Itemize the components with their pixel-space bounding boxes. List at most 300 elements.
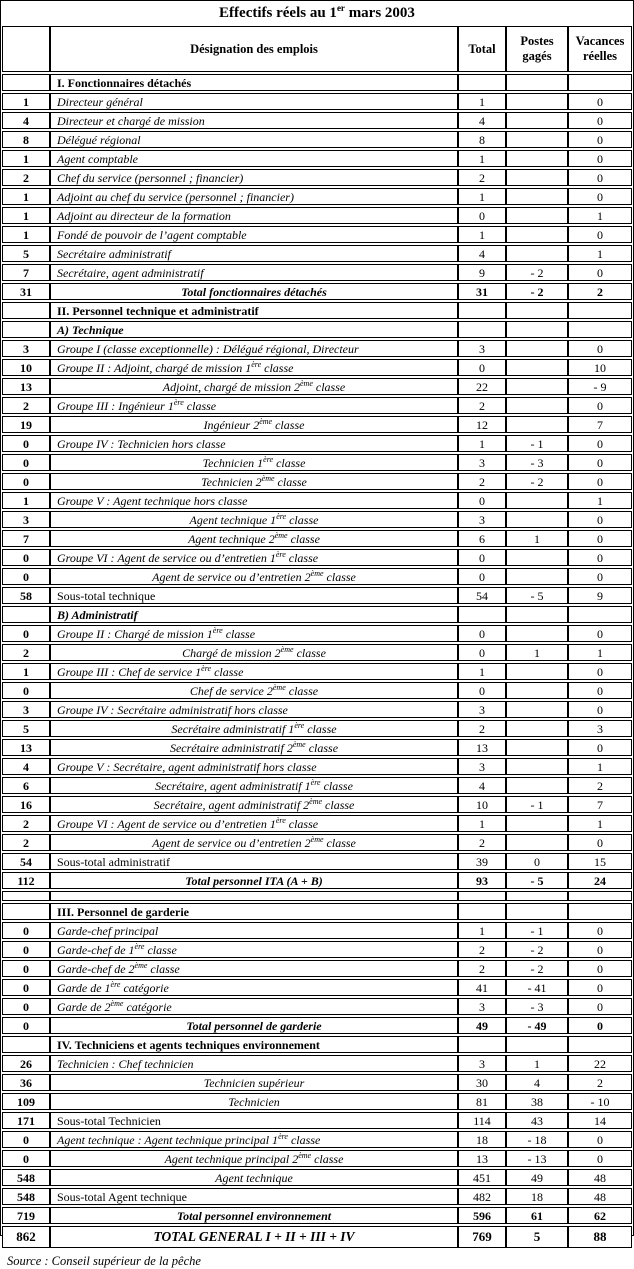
cell-designation: Groupe I (classe exceptionnelle) : Délégué régional, Directeur bbox=[50, 340, 458, 357]
cell-effectif: 0 bbox=[2, 941, 50, 958]
cell-effectif: 1 bbox=[2, 150, 50, 167]
cell-effectif: 36 bbox=[2, 1074, 50, 1091]
cell-effectif: 1 bbox=[2, 492, 50, 509]
cell-designation: Garde-chef principal bbox=[50, 922, 458, 939]
table-row bbox=[2, 454, 632, 471]
cell-designation: Directeur général bbox=[50, 93, 458, 110]
cell-vacances: 14 bbox=[568, 1112, 632, 1129]
cell-vacances: 0 bbox=[568, 663, 632, 680]
cell-vacances: 2 bbox=[568, 283, 632, 300]
cell-total: 0 bbox=[458, 682, 506, 699]
cell-vacances: 22 bbox=[568, 1055, 632, 1072]
table-row bbox=[2, 1074, 632, 1091]
cell-total bbox=[458, 903, 506, 920]
cell-effectif: 0 bbox=[2, 922, 50, 939]
table-row bbox=[2, 1112, 632, 1129]
cell-vacances: 9 bbox=[568, 587, 632, 604]
cell-total: 9 bbox=[458, 264, 506, 281]
cell-vacances bbox=[568, 606, 632, 623]
cell-postes-gages: - 2 bbox=[506, 473, 568, 490]
cell-effectif bbox=[2, 321, 50, 338]
cell-designation: Sous-total technique bbox=[50, 587, 458, 604]
cell-total: 0 bbox=[458, 568, 506, 585]
cell-total: 3 bbox=[458, 1055, 506, 1072]
cell-designation: Garde de 1ère catégorie bbox=[50, 979, 458, 996]
cell-vacances: 0 bbox=[568, 397, 632, 414]
cell-effectif: 0 bbox=[2, 960, 50, 977]
cell-vacances: 0 bbox=[568, 264, 632, 281]
cell-designation: B) Administratif bbox=[50, 606, 458, 623]
cell-postes-gages bbox=[506, 511, 568, 528]
cell-effectif: 0 bbox=[2, 568, 50, 585]
cell-postes-gages: - 1 bbox=[506, 922, 568, 939]
cell-designation: Total personnel de garderie bbox=[50, 1017, 458, 1034]
table-row bbox=[2, 416, 632, 433]
cell-designation: Agent technique : Agent technique principal 1ère classe bbox=[50, 1131, 458, 1148]
cell-effectif: 5 bbox=[2, 720, 50, 737]
cell-effectif: 31 bbox=[2, 283, 50, 300]
cell-effectif: 58 bbox=[2, 587, 50, 604]
table-row bbox=[2, 283, 632, 300]
cell-total: 93 bbox=[458, 872, 506, 889]
cell-postes-gages bbox=[506, 340, 568, 357]
cell-vacances: 7 bbox=[568, 416, 632, 433]
cell-designation: IV. Techniciens et agents techniques environnement bbox=[50, 1036, 458, 1053]
cell-vacances bbox=[568, 321, 632, 338]
cell-total: 1 bbox=[458, 435, 506, 452]
table-row bbox=[2, 511, 632, 528]
cell-effectif: 1 bbox=[2, 207, 50, 224]
cell-effectif: 7 bbox=[2, 264, 50, 281]
cell-effectif: 6 bbox=[2, 777, 50, 794]
table-row bbox=[2, 226, 632, 243]
cell-designation: Groupe II : Chargé de mission 1ère classe bbox=[50, 625, 458, 642]
col-header-total: Total bbox=[458, 26, 506, 72]
cell-postes-gages bbox=[506, 226, 568, 243]
cell-postes-gages bbox=[506, 93, 568, 110]
cell-postes-gages bbox=[506, 1036, 568, 1053]
cell-vacances: 0 bbox=[568, 549, 632, 566]
cell-total: 12 bbox=[458, 416, 506, 433]
cell-total: 1 bbox=[458, 93, 506, 110]
table-row bbox=[2, 1207, 632, 1224]
cell-postes-gages bbox=[506, 74, 568, 91]
cell-vacances: 10 bbox=[568, 359, 632, 376]
cell-effectif: 0 bbox=[2, 1017, 50, 1034]
cell-postes-gages: 43 bbox=[506, 1112, 568, 1129]
cell-postes-gages bbox=[506, 397, 568, 414]
table-row bbox=[2, 188, 632, 205]
cell-total: 4 bbox=[458, 245, 506, 262]
cell-effectif bbox=[2, 606, 50, 623]
cell-vacances: 0 bbox=[568, 979, 632, 996]
cell-vacances: 0 bbox=[568, 473, 632, 490]
table-row bbox=[2, 397, 632, 414]
table-row bbox=[2, 568, 632, 585]
cell-total: 0 bbox=[458, 549, 506, 566]
table-row bbox=[2, 979, 632, 996]
cell-designation: Garde-chef de 1ère classe bbox=[50, 941, 458, 958]
table-row bbox=[2, 891, 632, 901]
cell-designation: Technicien : Chef technicien bbox=[50, 1055, 458, 1072]
cell-postes-gages: 49 bbox=[506, 1169, 568, 1186]
cell-vacances: 3 bbox=[568, 720, 632, 737]
cell-postes-gages: - 13 bbox=[506, 1150, 568, 1167]
cell-total: 0 bbox=[458, 644, 506, 661]
cell-designation: Sous-total Technicien bbox=[50, 1112, 458, 1129]
cell-postes-gages: 0 bbox=[506, 853, 568, 870]
cell-postes-gages bbox=[506, 169, 568, 186]
cell-total: 482 bbox=[458, 1188, 506, 1205]
cell-effectif: 1 bbox=[2, 188, 50, 205]
cell-postes-gages: - 2 bbox=[506, 960, 568, 977]
cell-vacances: 48 bbox=[568, 1188, 632, 1205]
cell-total: 1 bbox=[458, 150, 506, 167]
cell-effectif: 7 bbox=[2, 530, 50, 547]
table-row bbox=[2, 796, 632, 813]
cell-effectif: 4 bbox=[2, 758, 50, 775]
header-row bbox=[2, 26, 632, 72]
cell-vacances: 0 bbox=[568, 435, 632, 452]
cell-designation: Sous-total administratif bbox=[50, 853, 458, 870]
cell-designation: Secrétaire administratif 1ère classe bbox=[50, 720, 458, 737]
cell-postes-gages: - 49 bbox=[506, 1017, 568, 1034]
cell-postes-gages bbox=[506, 188, 568, 205]
table-row bbox=[2, 1188, 632, 1205]
cell-vacances: 1 bbox=[568, 207, 632, 224]
table-row bbox=[2, 1150, 632, 1167]
cell-total: 49 bbox=[458, 1017, 506, 1034]
cell-total bbox=[458, 321, 506, 338]
cell-total: 41 bbox=[458, 979, 506, 996]
cell-vacances: 0 bbox=[568, 701, 632, 718]
cell-total: 1 bbox=[458, 663, 506, 680]
cell-postes-gages bbox=[506, 739, 568, 756]
cell-vacances: 2 bbox=[568, 777, 632, 794]
cell-designation: III. Personnel de garderie bbox=[50, 903, 458, 920]
cell-total: 10 bbox=[458, 796, 506, 813]
table-row bbox=[2, 74, 632, 91]
cell-designation: Chef du service (personnel ; financier) bbox=[50, 169, 458, 186]
cell-postes-gages bbox=[506, 416, 568, 433]
table-row bbox=[2, 245, 632, 262]
cell-total: 3 bbox=[458, 511, 506, 528]
cell-designation: Chargé de mission 2ème classe bbox=[50, 644, 458, 661]
cell-total: 1 bbox=[458, 922, 506, 939]
table-row bbox=[2, 998, 632, 1015]
cell-designation: Adjoint au chef du service (personnel ; financier) bbox=[50, 188, 458, 205]
table-row bbox=[2, 682, 632, 699]
cell-designation: Directeur et chargé de mission bbox=[50, 112, 458, 129]
cell-postes-gages: 1 bbox=[506, 644, 568, 661]
cell-designation: Secrétaire, agent administratif bbox=[50, 264, 458, 281]
cell-effectif: 4 bbox=[2, 112, 50, 129]
cell-effectif: 2 bbox=[2, 397, 50, 414]
cell-postes-gages bbox=[506, 492, 568, 509]
cell-total bbox=[458, 74, 506, 91]
cell-designation: Groupe IV : Secrétaire administratif hors classe bbox=[50, 701, 458, 718]
table-row bbox=[2, 131, 632, 148]
cell-total bbox=[458, 302, 506, 319]
cell-vacances: 0 bbox=[568, 93, 632, 110]
cell-designation: Technicien 2ème classe bbox=[50, 473, 458, 490]
cell-postes-gages: - 3 bbox=[506, 454, 568, 471]
cell-postes-gages: - 41 bbox=[506, 979, 568, 996]
cell-postes-gages: - 18 bbox=[506, 1131, 568, 1148]
cell-total: 6 bbox=[458, 530, 506, 547]
cell-total: 3 bbox=[458, 454, 506, 471]
cell-designation: Fondé de pouvoir de l’agent comptable bbox=[50, 226, 458, 243]
cell-effectif: 3 bbox=[2, 511, 50, 528]
cell-vacances: 1 bbox=[568, 492, 632, 509]
table-row bbox=[2, 207, 632, 224]
cell-postes-gages bbox=[506, 758, 568, 775]
cell-effectif: 5 bbox=[2, 245, 50, 262]
table-row bbox=[2, 264, 632, 281]
cell-effectif: 0 bbox=[2, 998, 50, 1015]
cell-effectif: 112 bbox=[2, 872, 50, 889]
cell-postes-gages: 18 bbox=[506, 1188, 568, 1205]
col-header-postes-gages: Postes gagés bbox=[506, 26, 568, 72]
cell-vacances: 0 bbox=[568, 625, 632, 642]
cell-designation: Agent comptable bbox=[50, 150, 458, 167]
cell-designation: Agent de service ou d’entretien 2ème classe bbox=[50, 834, 458, 851]
cell-postes-gages: - 2 bbox=[506, 283, 568, 300]
cell-effectif: 719 bbox=[2, 1207, 50, 1224]
cell-postes-gages bbox=[506, 682, 568, 699]
cell-effectif: 1 bbox=[2, 226, 50, 243]
table-row bbox=[2, 435, 632, 452]
cell-total: 1 bbox=[458, 226, 506, 243]
cell-vacances: 0 bbox=[568, 682, 632, 699]
cell-total: 81 bbox=[458, 1093, 506, 1110]
cell-total: 114 bbox=[458, 1112, 506, 1129]
table-row bbox=[2, 112, 632, 129]
cell-total: 1 bbox=[458, 188, 506, 205]
cell-vacances bbox=[568, 903, 632, 920]
cell-total: 54 bbox=[458, 587, 506, 604]
table-row bbox=[2, 941, 632, 958]
cell-designation: Technicien 1ère classe bbox=[50, 454, 458, 471]
cell-total: 0 bbox=[458, 625, 506, 642]
cell-vacances: - 10 bbox=[568, 1093, 632, 1110]
table-row bbox=[2, 93, 632, 110]
table-row bbox=[2, 473, 632, 490]
cell-total: 3 bbox=[458, 340, 506, 357]
table-row bbox=[2, 1169, 632, 1186]
cell-vacances: 1 bbox=[568, 758, 632, 775]
cell-designation: Chef de service 2ème classe bbox=[50, 682, 458, 699]
cell-postes-gages bbox=[506, 663, 568, 680]
cell-designation: Groupe II : Adjoint, chargé de mission 1ère classe bbox=[50, 359, 458, 376]
cell-vacances: 0 bbox=[568, 530, 632, 547]
table-row bbox=[2, 321, 632, 338]
cell-designation: I. Fonctionnaires détachés bbox=[50, 74, 458, 91]
cell-vacances: 0 bbox=[568, 340, 632, 357]
cell-effectif: 109 bbox=[2, 1093, 50, 1110]
cell-postes-gages bbox=[506, 245, 568, 262]
cell-postes-gages: 38 bbox=[506, 1093, 568, 1110]
cell-vacances: 0 bbox=[568, 454, 632, 471]
cell-postes-gages: 1 bbox=[506, 530, 568, 547]
page-title: Effectifs réels au 1er mars 2003 bbox=[219, 3, 415, 21]
table-row bbox=[2, 663, 632, 680]
cell-postes-gages bbox=[506, 625, 568, 642]
cell-effectif bbox=[2, 1036, 50, 1053]
table-row bbox=[2, 739, 632, 756]
cell-postes-gages bbox=[506, 815, 568, 832]
cell-designation: Secrétaire, agent administratif 2ème classe bbox=[50, 796, 458, 813]
table-row bbox=[2, 1017, 632, 1034]
cell-vacances: 1 bbox=[568, 644, 632, 661]
cell-vacances: 0 bbox=[568, 568, 632, 585]
cell-postes-gages bbox=[506, 834, 568, 851]
table-row bbox=[2, 922, 632, 939]
cell-total: 0 bbox=[458, 492, 506, 509]
cell-designation: Agent technique 1ère classe bbox=[50, 511, 458, 528]
cell-designation: Groupe V : Agent technique hors classe bbox=[50, 492, 458, 509]
cell-vacances: 0 bbox=[568, 739, 632, 756]
cell-postes-gages bbox=[506, 701, 568, 718]
cell-total: 2 bbox=[458, 720, 506, 737]
cell-total: 1 bbox=[458, 815, 506, 832]
col-header-effectif bbox=[2, 26, 50, 72]
cell-total: 2 bbox=[458, 960, 506, 977]
cell-vacances: 0 bbox=[568, 1131, 632, 1148]
cell-total: 13 bbox=[458, 1150, 506, 1167]
table-body bbox=[2, 74, 632, 1248]
cell-vacances: 48 bbox=[568, 1169, 632, 1186]
cell-effectif: 3 bbox=[2, 701, 50, 718]
cell-designation: Ingénieur 2ème classe bbox=[50, 416, 458, 433]
cell-designation: Secrétaire administratif bbox=[50, 245, 458, 262]
cell-postes-gages bbox=[506, 903, 568, 920]
cell-postes-gages: 4 bbox=[506, 1074, 568, 1091]
cell-vacances: 15 bbox=[568, 853, 632, 870]
cell-vacances: 1 bbox=[568, 815, 632, 832]
table-row bbox=[2, 1036, 632, 1053]
cell-designation: Sous-total Agent technique bbox=[50, 1188, 458, 1205]
table-row bbox=[2, 530, 632, 547]
cell-postes-gages: - 2 bbox=[506, 941, 568, 958]
cell-total bbox=[458, 1036, 506, 1053]
cell-total: 39 bbox=[458, 853, 506, 870]
cell-effectif: 0 bbox=[2, 454, 50, 471]
cell-total: 3 bbox=[458, 998, 506, 1015]
cell-vacances: 0 bbox=[568, 834, 632, 851]
cell-effectif: 0 bbox=[2, 435, 50, 452]
cell-effectif: 8 bbox=[2, 131, 50, 148]
cell-designation: Groupe III : Chef de service 1ère classe bbox=[50, 663, 458, 680]
table-row bbox=[2, 758, 632, 775]
cell-effectif: 548 bbox=[2, 1169, 50, 1186]
cell-effectif: 1 bbox=[2, 93, 50, 110]
cell-effectif: 10 bbox=[2, 359, 50, 376]
cell-postes-gages bbox=[506, 359, 568, 376]
cell-postes-gages: 1 bbox=[506, 1055, 568, 1072]
cell-vacances: 0 bbox=[568, 112, 632, 129]
cell-postes-gages bbox=[506, 606, 568, 623]
cell-total: 8 bbox=[458, 131, 506, 148]
cell-effectif: 1 bbox=[2, 663, 50, 680]
cell-postes-gages: - 5 bbox=[506, 872, 568, 889]
cell-effectif: 0 bbox=[2, 1131, 50, 1148]
cell-postes-gages bbox=[506, 112, 568, 129]
table-row bbox=[2, 834, 632, 851]
cell-vacances: 7 bbox=[568, 796, 632, 813]
cell-total: 2 bbox=[458, 473, 506, 490]
cell-designation: Adjoint, chargé de mission 2ème classe bbox=[50, 378, 458, 395]
table-row bbox=[2, 340, 632, 357]
cell-total: 18 bbox=[458, 1131, 506, 1148]
cell-designation: Garde-chef de 2ème classe bbox=[50, 960, 458, 977]
cell-effectif: 3 bbox=[2, 340, 50, 357]
cell-designation: Garde de 2ème catégorie bbox=[50, 998, 458, 1015]
cell-vacances: 24 bbox=[568, 872, 632, 889]
cell-total: 30 bbox=[458, 1074, 506, 1091]
cell-effectif: 13 bbox=[2, 378, 50, 395]
cell-vacances: 1 bbox=[568, 245, 632, 262]
cell-designation: Groupe IV : Technicien hors classe bbox=[50, 435, 458, 452]
cell-effectif bbox=[2, 903, 50, 920]
cell-vacances: 0 bbox=[568, 226, 632, 243]
cell-effectif: 2 bbox=[2, 644, 50, 661]
cell-postes-gages: - 3 bbox=[506, 998, 568, 1015]
cell-designation: Adjoint au directeur de la formation bbox=[50, 207, 458, 224]
cell-effectif bbox=[2, 302, 50, 319]
cell-postes-gages bbox=[506, 207, 568, 224]
cell-postes-gages: - 2 bbox=[506, 264, 568, 281]
cell-vacances: 0 bbox=[568, 960, 632, 977]
cell-effectif: 0 bbox=[2, 1150, 50, 1167]
table-row bbox=[2, 150, 632, 167]
cell-vacances: 0 bbox=[568, 941, 632, 958]
table-header bbox=[2, 26, 632, 72]
cell-effectif: 13 bbox=[2, 739, 50, 756]
cell-total: 2 bbox=[458, 941, 506, 958]
cell-effectif: 171 bbox=[2, 1112, 50, 1129]
cell-effectif: 0 bbox=[2, 549, 50, 566]
cell-effectif: 19 bbox=[2, 416, 50, 433]
cell-designation: Technicien bbox=[50, 1093, 458, 1110]
cell-effectif: 0 bbox=[2, 979, 50, 996]
cell-designation: Groupe V : Secrétaire, agent administratif hors classe bbox=[50, 758, 458, 775]
cell-designation: Total fonctionnaires détachés bbox=[50, 283, 458, 300]
table-row bbox=[2, 720, 632, 737]
cell-postes-gages: - 1 bbox=[506, 435, 568, 452]
cell-effectif: 2 bbox=[2, 815, 50, 832]
cell-total: 22 bbox=[458, 378, 506, 395]
cell-effectif: 548 bbox=[2, 1188, 50, 1205]
cell-total: 2 bbox=[458, 397, 506, 414]
table-row bbox=[2, 549, 632, 566]
cell-designation: TOTAL GENERAL I + II + III + IV bbox=[50, 1226, 458, 1248]
cell-postes-gages bbox=[506, 131, 568, 148]
table-row bbox=[2, 169, 632, 186]
cell-total: 3 bbox=[458, 758, 506, 775]
col-header-designation: Désignation des emplois bbox=[50, 26, 458, 72]
cell-designation: Groupe III : Ingénieur 1ère classe bbox=[50, 397, 458, 414]
cell-total: 4 bbox=[458, 777, 506, 794]
table-row bbox=[2, 701, 632, 718]
cell-designation: Agent technique bbox=[50, 1169, 458, 1186]
table-row bbox=[2, 1093, 632, 1110]
cell-vacances: 0 bbox=[568, 169, 632, 186]
cell-total: 3 bbox=[458, 701, 506, 718]
table-row bbox=[2, 872, 632, 889]
table-row bbox=[2, 587, 632, 604]
cell-designation: A) Technique bbox=[50, 321, 458, 338]
